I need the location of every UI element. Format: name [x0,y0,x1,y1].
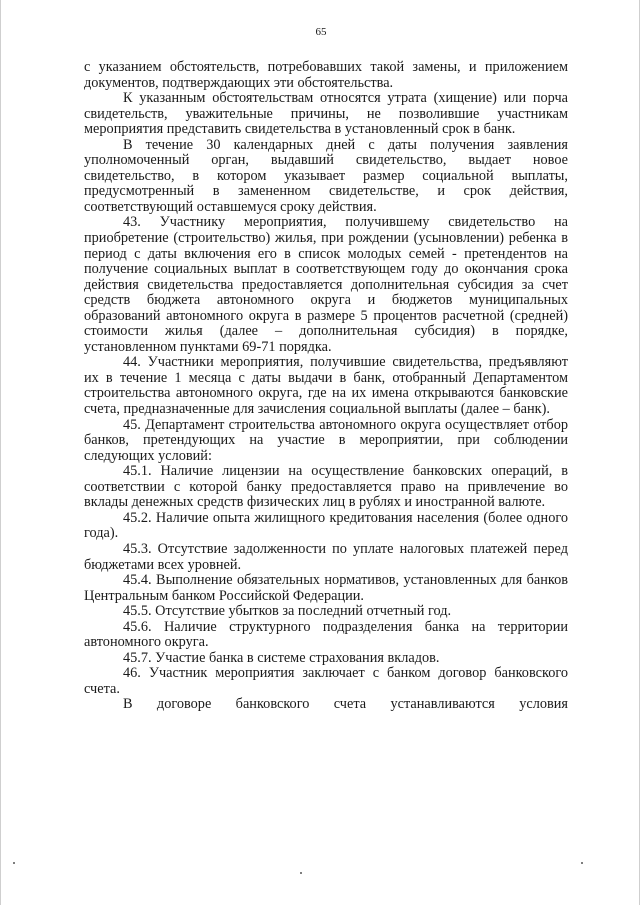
paragraph-item-45-1: 45.1. Наличие лицензии на осуществление банковских операций, в соответствии с которой банку предоставляется право на привлечение во вклады денежных средств физических лиц в рублях и иностранной валюте. [84,463,568,511]
paragraph: К указанным обстоятельствам относятся утрата (хищение) или порча свидетельств, уважительные причины, не позволившие участникам мероприятия представить свидетельства в установленный срок в банк. [84,90,568,138]
paragraph: с указанием обстоятельств, потребовавших такой замены, и приложением документов, подтверждающих эти обстоятельства. [84,59,568,91]
paragraph-item-45-7: 45.7. Участие банка в системе страхования вкладов. [123,649,440,666]
paragraph-item-45-6: 45.6. Наличие структурного подразделения банка на территории автономного округа. [84,618,568,651]
paragraph-item-45: 45. Департамент строительства автономного округа осуществляет отбор банков, претендующих на участие в мероприятии, при соблюдении следующих условий: [84,416,568,464]
paragraph-item-45-4: 45.4. Выполнение обязательных нормативов, установленных для банков Центральным банком Российской Федерации. [84,572,568,604]
paragraph-item-46: 46. Участник мероприятия заключает с банком договор банковского счета. [84,665,568,697]
paragraph-item-44: 44. Участники мероприятия, получившие свидетельства, предъявляют их в течение 1 месяца с даты выдачи в банк, отобранный Департаментом строительства автономного округа, где на их имена открываются банковские счета, предназначенные для зачисления социальной выплаты (далее – банк). [84,354,568,418]
paragraph-continued: В договоре банковского счета устанавливаются условия [123,696,568,713]
paragraph-item-45-3: 45.3. Отсутствие задолженности по уплате налоговых платежей перед бюджетами всех уровней. [84,540,568,573]
scan-speck [13,862,15,864]
document-body [84,60,568,713]
paragraph-item-45-5: 45.5. Отсутствие убытков за последний отчетный год. [123,603,452,620]
scan-speck [300,872,302,874]
paragraph-item-45-2: 45.2. Наличие опыта жилищного кредитования населения (более одного года). [84,509,568,542]
scan-speck [581,862,583,864]
paragraph: В течение 30 календарных дней с даты получения заявления уполномоченный орган, выдавший свидетельство, выдает новое свидетельство, в котором указывает размер социальной выплаты, предусмотренный в замененном свидетельстве, и срок действия, соответствующий оставшемуся сроку действия. [84,136,568,215]
paragraph-item-43: 43. Участнику мероприятия, получившему свидетельство на приобретение (строительство) жилья, при рождении (усыновлении) ребенка в период с даты включения его в список молодых семей - претендентов на получение социальных выплат в соответствующем году до окончания срока действия свидетельства предоставляется дополнительная субсидия за счет средств бюджета автономного округа и бюджетов муниципальных образований автономного округа в размере 5 процентов расчетной (средней) стоимости жилья (далее – дополнительная субсидия) в порядке, установленном пунктами 69-71 порядка. [84,214,568,355]
page-number: 65 [315,26,327,38]
